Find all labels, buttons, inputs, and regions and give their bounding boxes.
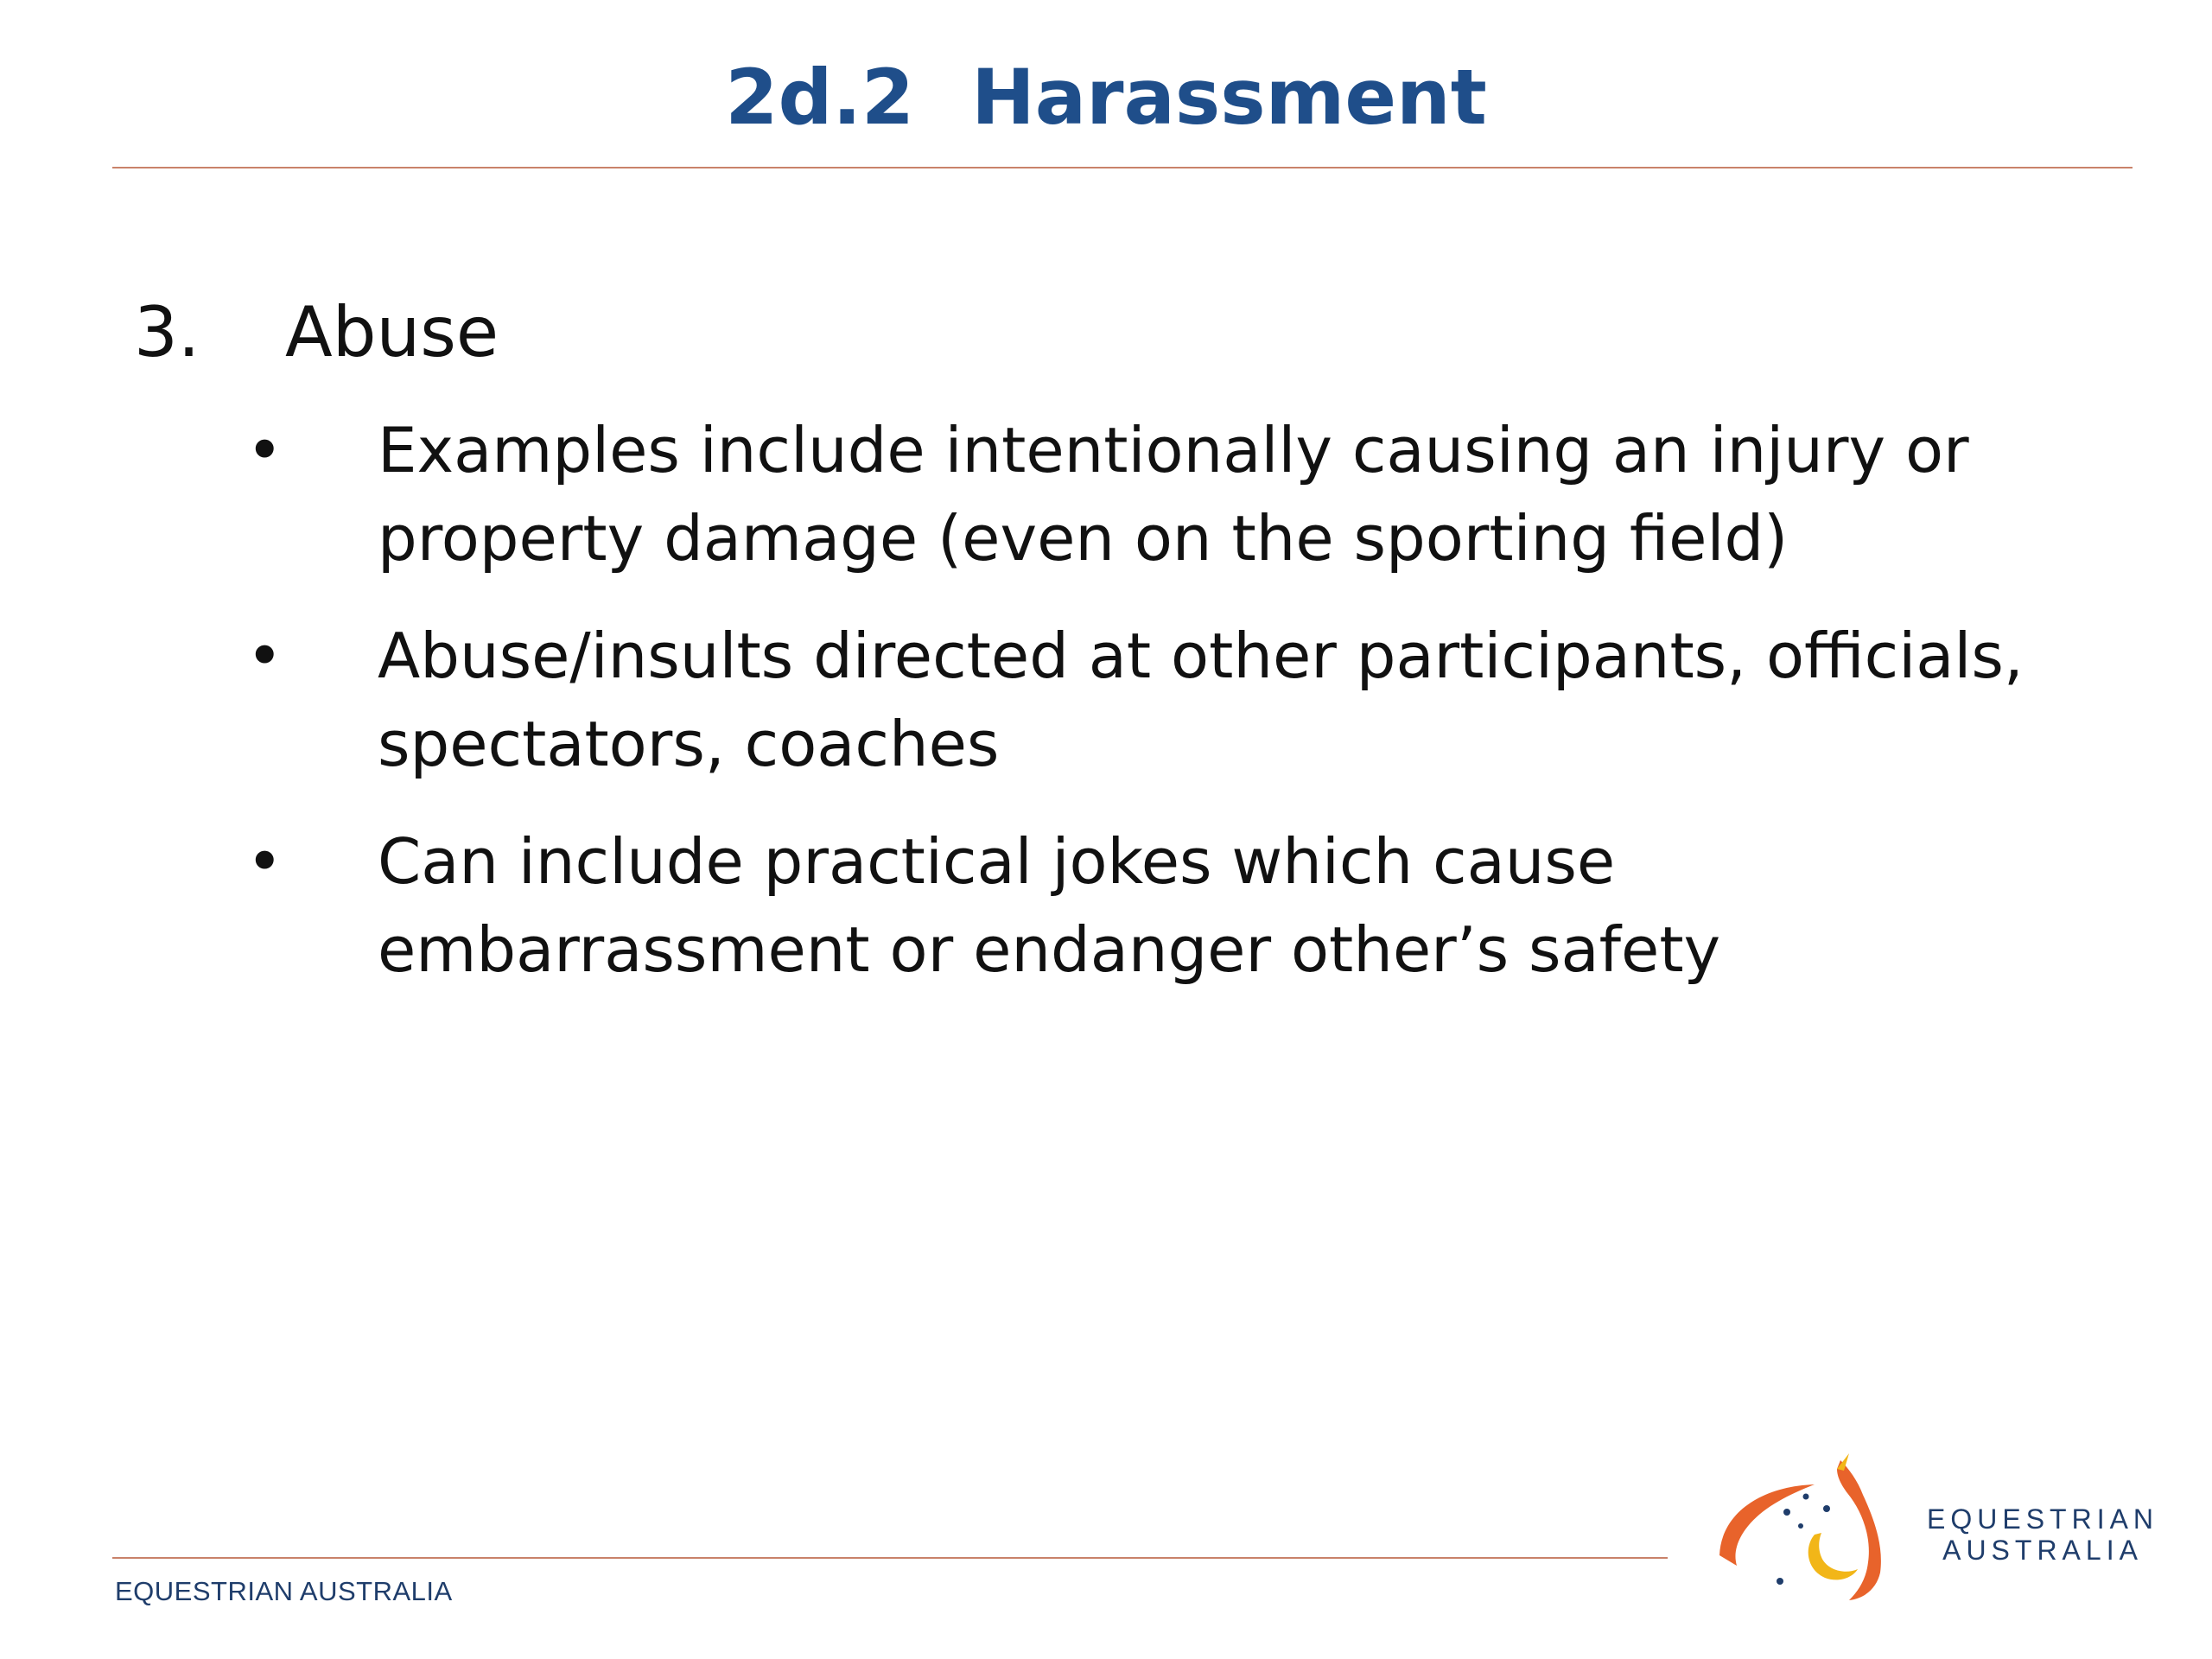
logo-line-2: AUSTRALIA [1942, 1535, 2143, 1566]
item-number: 3. [134, 292, 200, 372]
title-number: 2d.2 [725, 53, 915, 142]
bullet-marker: • [246, 825, 283, 898]
bullet-text: Can include practical jokes which cause embarrassment or endanger other’s safety [378, 825, 1721, 986]
footer-divider [112, 1557, 1668, 1559]
logo-line-1: EQUESTRIAN [1927, 1503, 2159, 1535]
bullet-text: Abuse/insults directed at other participants, officials, spectators, coaches [378, 620, 2024, 780]
bullet-marker: • [246, 620, 283, 692]
footer-text: EQUESTRIAN AUSTRALIA [115, 1576, 453, 1606]
bullet-marker: • [246, 414, 283, 486]
logo-wordmark [1927, 1503, 2158, 1566]
equestrian-australia-logo [1711, 1452, 2195, 1607]
title-text: Harassment [971, 53, 1487, 142]
logo-mark-icon [1711, 1452, 1918, 1607]
item-label: Abuse [285, 292, 499, 372]
bullet-text: Examples include intentionally causing an injury or property damage (even on the sporting field) [378, 414, 1969, 575]
